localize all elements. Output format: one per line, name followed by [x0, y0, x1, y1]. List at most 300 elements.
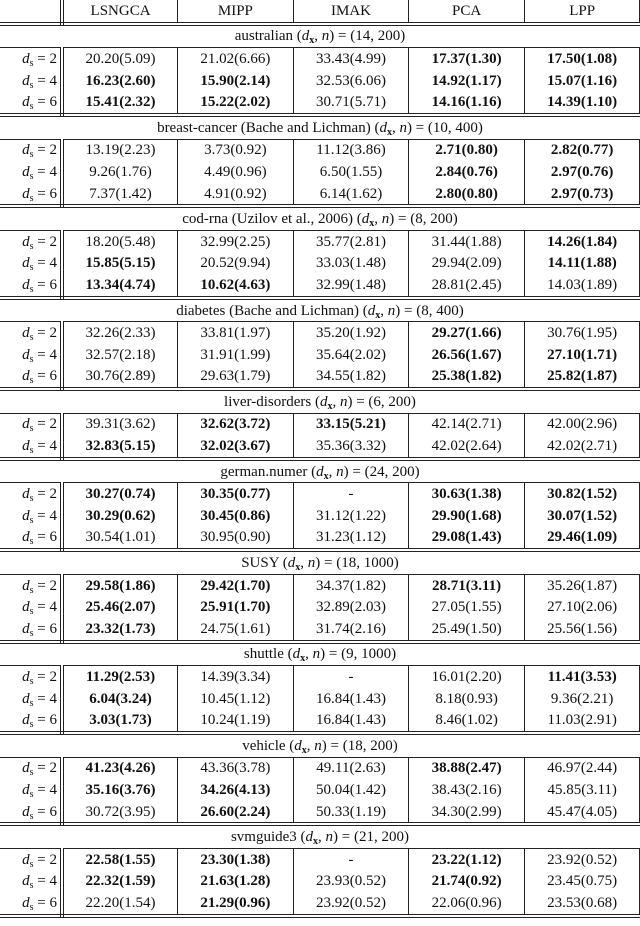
math-eq: ) = [343, 463, 365, 480]
table-row [0, 230, 640, 252]
value-cell-lpp: 23.92(0.52) [524, 848, 640, 870]
value-cell-lpp: 2.97(0.76) [524, 161, 640, 183]
dataset-params: (6, 200) [368, 393, 416, 410]
dataset-title-row [0, 115, 640, 139]
math-eq: ) = [347, 393, 369, 410]
value-cell-imak: 32.89(2.03) [293, 596, 409, 618]
value-cell-lsngca: 32.83(5.15) [62, 435, 178, 459]
value-cell-imak: 6.14(1.62) [293, 183, 409, 207]
value-cell-lsngca: 41.23(4.26) [62, 757, 178, 779]
value-cell-mipp: 10.24(1.19) [178, 709, 294, 733]
row-label [0, 483, 62, 505]
math-eq: ) = [333, 829, 354, 846]
row-ds-value: = 2 [33, 416, 57, 433]
math-eq: ) = [320, 646, 342, 663]
row-label [0, 848, 62, 870]
math-eq: ) = [395, 302, 417, 319]
value-cell-pca: 16.01(2.20) [409, 666, 525, 688]
math-d: d [22, 325, 30, 342]
value-cell-lpp: 25.56(1.56) [524, 618, 640, 642]
row-ds-value: = 4 [33, 781, 57, 798]
row-ds-value: = 2 [33, 50, 57, 67]
column-header-lsngca: LSNGCA [62, 0, 178, 24]
math-subscript-s: s [29, 676, 34, 688]
table-row [0, 871, 640, 893]
value-cell-imak: 50.33(1.19) [293, 801, 409, 825]
value-cell-mipp: 30.95(0.90) [178, 527, 294, 551]
dataset-name: svmguide3 ( [230, 829, 306, 846]
value-cell-lsngca: 30.54(1.01) [62, 527, 178, 551]
row-label [0, 48, 62, 70]
value-cell-lsngca: 30.29(0.62) [62, 505, 178, 527]
value-cell-imak: 34.55(1.82) [293, 366, 409, 390]
math-d: d [22, 72, 30, 89]
dataset-params: (9, 1000) [341, 646, 397, 663]
corner-cell [0, 0, 62, 24]
value-cell-imak: 35.64(2.02) [293, 344, 409, 366]
math-subscript-s: s [29, 810, 34, 822]
value-cell-lsngca: 32.26(2.33) [62, 322, 178, 344]
value-cell-imak: - [293, 483, 409, 505]
math-comma: , [314, 28, 322, 45]
value-cell-imak: - [293, 848, 409, 870]
value-cell-mipp: 32.99(2.25) [178, 230, 294, 252]
math-comma: , [332, 393, 340, 410]
table-body [0, 24, 640, 916]
math-subscript-x: x [295, 562, 301, 574]
dataset-title [0, 733, 640, 757]
math-d: d [22, 486, 30, 503]
table-row [0, 139, 640, 161]
table-row [0, 344, 640, 366]
row-ds-value: = 4 [33, 438, 57, 455]
row-label [0, 709, 62, 733]
math-d: d [22, 142, 30, 159]
value-cell-lpp: 45.47(4.05) [524, 801, 640, 825]
math-n: n [381, 211, 390, 228]
math-d: d [22, 851, 30, 868]
math-n: n [307, 555, 316, 572]
row-ds-value: = 2 [33, 233, 57, 250]
value-cell-imak: 50.04(1.42) [293, 779, 409, 801]
math-d: d [22, 620, 30, 637]
math-d: d [22, 760, 30, 777]
row-label [0, 161, 62, 183]
math-subscript-s: s [29, 719, 34, 731]
math-subscript-s: s [29, 262, 34, 274]
dataset-title [0, 24, 640, 48]
value-cell-imak: 32.99(1.48) [293, 274, 409, 298]
value-cell-imak: 35.77(2.81) [293, 230, 409, 252]
table-row [0, 91, 640, 115]
dataset-title [0, 550, 640, 574]
value-cell-mipp: 21.29(0.96) [178, 892, 294, 916]
math-eq: ) = [406, 119, 428, 136]
value-cell-lsngca: 13.19(2.23) [62, 139, 178, 161]
value-cell-imak: 23.93(0.52) [293, 871, 409, 893]
value-cell-pca: 42.02(2.64) [409, 435, 525, 459]
dataset-title-row [0, 389, 640, 413]
value-cell-lsngca: 30.76(2.89) [62, 366, 178, 390]
math-subscript-s: s [29, 584, 34, 596]
row-label [0, 527, 62, 551]
row-ds-value: = 4 [33, 507, 57, 524]
math-n: n [321, 28, 330, 45]
value-cell-imak: 33.15(5.21) [293, 413, 409, 435]
math-comma: , [391, 119, 400, 136]
math-subscript-s: s [29, 375, 34, 387]
value-cell-pca: 25.38(1.82) [409, 366, 525, 390]
value-cell-imak: 49.11(2.63) [293, 757, 409, 779]
math-eq: ) = [329, 28, 351, 45]
value-cell-lpp: 46.97(2.44) [524, 757, 640, 779]
math-n: n [312, 646, 321, 663]
math-eq: ) = [321, 737, 343, 754]
dataset-title-row [0, 24, 640, 48]
row-label [0, 139, 62, 161]
dataset-params: (14, 200) [350, 28, 406, 45]
table-row [0, 322, 640, 344]
value-cell-lpp: 29.46(1.09) [524, 527, 640, 551]
row-label [0, 801, 62, 825]
math-d: d [22, 781, 30, 798]
value-cell-lsngca: 23.32(1.73) [62, 618, 178, 642]
value-cell-pca: 27.05(1.55) [409, 596, 525, 618]
dataset-name: SUSY ( [241, 555, 288, 572]
math-comma: , [300, 555, 308, 572]
value-cell-mipp: 4.49(0.96) [178, 161, 294, 183]
column-header-mipp: MIPP [178, 0, 294, 24]
value-cell-lpp: 17.50(1.08) [524, 48, 640, 70]
dataset-title [0, 459, 640, 483]
math-subscript-s: s [29, 79, 34, 91]
dataset-name: cod-rna (Uzilov et al., 2006) ( [182, 211, 362, 228]
value-cell-lpp: 9.36(2.21) [524, 688, 640, 710]
dataset-title-row [0, 642, 640, 666]
math-subscript-s: s [29, 149, 34, 161]
value-cell-mipp: 10.62(4.63) [178, 274, 294, 298]
row-ds-value: = 4 [33, 255, 57, 272]
row-ds-value: = 6 [33, 894, 57, 911]
value-cell-mipp: 32.62(3.72) [178, 413, 294, 435]
row-label [0, 574, 62, 596]
math-d: d [22, 803, 30, 820]
value-cell-mipp: 24.75(1.61) [178, 618, 294, 642]
column-header-lpp: LPP [524, 0, 640, 24]
value-cell-lpp: 2.82(0.77) [524, 139, 640, 161]
value-cell-pca: 29.27(1.66) [409, 322, 525, 344]
row-ds-value: = 4 [33, 163, 57, 180]
dataset-title [0, 115, 640, 139]
value-cell-mipp: 21.63(1.28) [178, 871, 294, 893]
table-row [0, 161, 640, 183]
dataset-params: (18, 200) [342, 737, 398, 754]
row-label [0, 230, 62, 252]
math-subscript-s: s [29, 880, 34, 892]
row-ds-value: = 6 [33, 803, 57, 820]
table-row [0, 779, 640, 801]
math-d: d [22, 669, 30, 686]
math-subscript-s: s [29, 283, 34, 295]
math-d: d [22, 416, 30, 433]
math-subscript-x: x [313, 836, 319, 848]
math-d: d [22, 577, 30, 594]
value-cell-pca: 2.71(0.80) [409, 139, 525, 161]
table-row [0, 801, 640, 825]
value-cell-pca: 23.22(1.12) [409, 848, 525, 870]
dataset-title-row [0, 824, 640, 848]
dataset-title [0, 298, 640, 322]
math-subscript-s: s [29, 57, 34, 69]
math-d: d [294, 737, 302, 754]
dataset-params: (21, 200) [354, 829, 409, 846]
math-subscript-s: s [29, 332, 34, 344]
table-row [0, 435, 640, 459]
value-cell-imak: 33.03(1.48) [293, 253, 409, 275]
table-row [0, 892, 640, 916]
dataset-name: vehicle ( [242, 737, 295, 754]
value-cell-lpp: 42.00(2.96) [524, 413, 640, 435]
row-label [0, 596, 62, 618]
table-row [0, 70, 640, 92]
math-subscript-s: s [29, 788, 34, 800]
math-d: d [287, 555, 296, 572]
dataset-params: (8, 200) [410, 211, 458, 228]
row-ds-value: = 2 [33, 486, 57, 503]
table-row [0, 848, 640, 870]
row-ds-value: = 6 [33, 529, 57, 546]
math-d: d [22, 529, 30, 546]
math-n: n [336, 463, 344, 480]
row-ds-value: = 2 [33, 325, 57, 342]
value-cell-pca: 14.16(1.16) [409, 91, 525, 115]
value-cell-mipp: 10.45(1.12) [178, 688, 294, 710]
dataset-title [0, 206, 640, 230]
dataset-params: (10, 400) [427, 119, 483, 136]
row-label [0, 183, 62, 207]
value-cell-lsngca: 9.26(1.76) [62, 161, 178, 183]
value-cell-pca: 8.18(0.93) [409, 688, 525, 710]
math-d: d [22, 894, 30, 911]
value-cell-lpp: 30.82(1.52) [524, 483, 640, 505]
value-cell-lsngca: 6.04(3.24) [62, 688, 178, 710]
dataset-params: (8, 400) [416, 302, 464, 319]
value-cell-lsngca: 30.72(3.95) [62, 801, 178, 825]
value-cell-pca: 29.90(1.68) [409, 505, 525, 527]
value-cell-lpp: 11.41(3.53) [524, 666, 640, 688]
math-d: d [22, 94, 30, 111]
value-cell-lsngca: 22.58(1.55) [62, 848, 178, 870]
math-subscript-s: s [29, 192, 34, 204]
row-ds-value: = 6 [33, 712, 57, 729]
row-label [0, 253, 62, 275]
value-cell-mipp: 30.35(0.77) [178, 483, 294, 505]
math-d: d [22, 255, 30, 272]
value-cell-lsngca: 29.58(1.86) [62, 574, 178, 596]
math-d: d [22, 599, 30, 616]
math-subscript-s: s [29, 514, 34, 526]
math-subscript-s: s [29, 101, 34, 113]
value-cell-imak: 35.20(1.92) [293, 322, 409, 344]
value-cell-lsngca: 15.85(5.15) [62, 253, 178, 275]
math-subscript-s: s [29, 536, 34, 548]
math-n: n [325, 829, 334, 846]
table-row [0, 48, 640, 70]
math-d: d [361, 211, 370, 228]
math-d: d [22, 276, 30, 293]
value-cell-lsngca: 35.16(3.76) [62, 779, 178, 801]
math-subscript-x: x [309, 35, 315, 47]
math-subscript-s: s [29, 767, 34, 779]
math-d: d [22, 712, 30, 729]
row-ds-value: = 6 [33, 368, 57, 385]
value-cell-lsngca: 39.31(3.62) [62, 413, 178, 435]
value-cell-lsngca: 18.20(5.48) [62, 230, 178, 252]
math-subscript-s: s [29, 423, 34, 435]
value-cell-pca: 2.84(0.76) [409, 161, 525, 183]
row-ds-value: = 4 [33, 72, 57, 89]
dataset-name: australian ( [234, 28, 302, 45]
value-cell-pca: 38.43(2.16) [409, 779, 525, 801]
value-cell-lpp: 27.10(1.71) [524, 344, 640, 366]
value-cell-mipp: 30.45(0.86) [178, 505, 294, 527]
row-label [0, 757, 62, 779]
value-cell-lpp: 2.97(0.73) [524, 183, 640, 207]
value-cell-imak: 16.84(1.43) [293, 709, 409, 733]
math-subscript-x: x [369, 218, 375, 230]
math-comma: , [374, 211, 382, 228]
row-label [0, 892, 62, 916]
row-ds-value: = 4 [33, 873, 57, 890]
math-d: d [301, 28, 310, 45]
value-cell-mipp: 33.81(1.97) [178, 322, 294, 344]
value-cell-lpp: 30.76(1.95) [524, 322, 640, 344]
value-cell-lpp: 23.45(0.75) [524, 871, 640, 893]
row-ds-value: = 2 [33, 577, 57, 594]
value-cell-pca: 29.08(1.43) [409, 527, 525, 551]
value-cell-mipp: 26.60(2.24) [178, 801, 294, 825]
row-ds-value: = 6 [33, 185, 57, 202]
value-cell-lpp: 45.85(3.11) [524, 779, 640, 801]
value-cell-lsngca: 32.57(2.18) [62, 344, 178, 366]
value-cell-mipp: 14.39(3.34) [178, 666, 294, 688]
column-header-imak: IMAK [293, 0, 409, 24]
value-cell-pca: 21.74(0.92) [409, 871, 525, 893]
value-cell-lsngca: 7.37(1.42) [62, 183, 178, 207]
value-cell-pca: 38.88(2.47) [409, 757, 525, 779]
row-label [0, 666, 62, 688]
value-cell-mipp: 43.36(3.78) [178, 757, 294, 779]
math-d: d [367, 302, 376, 319]
value-cell-lpp: 14.03(1.89) [524, 274, 640, 298]
math-d: d [292, 646, 301, 663]
value-cell-lpp: 35.26(1.87) [524, 574, 640, 596]
row-label [0, 779, 62, 801]
math-subscript-x: x [386, 126, 392, 138]
dataset-params: (18, 1000) [336, 555, 399, 572]
table-row [0, 709, 640, 733]
dataset-title-row [0, 550, 640, 574]
math-subscript-x: x [300, 653, 306, 665]
value-cell-lsngca: 3.03(1.73) [62, 709, 178, 733]
dataset-title [0, 389, 640, 413]
value-cell-pca: 22.06(0.96) [409, 892, 525, 916]
row-ds-value: = 6 [33, 276, 57, 293]
math-subscript-x: x [327, 400, 333, 412]
dataset-title-row [0, 733, 640, 757]
math-d: d [22, 163, 30, 180]
math-subscript-s: s [29, 353, 34, 365]
row-label [0, 344, 62, 366]
value-cell-lpp: 42.02(2.71) [524, 435, 640, 459]
table-row [0, 483, 640, 505]
row-label [0, 871, 62, 893]
dataset-title-row [0, 459, 640, 483]
value-cell-lpp: 25.82(1.87) [524, 366, 640, 390]
value-cell-lsngca: 30.27(0.74) [62, 483, 178, 505]
value-cell-imak: - [293, 666, 409, 688]
value-cell-imak: 6.50(1.55) [293, 161, 409, 183]
value-cell-lsngca: 20.20(5.09) [62, 48, 178, 70]
value-cell-mipp: 3.73(0.92) [178, 139, 294, 161]
math-d: d [22, 438, 30, 455]
row-label [0, 70, 62, 92]
row-label [0, 435, 62, 459]
table-row [0, 688, 640, 710]
value-cell-mipp: 21.02(6.66) [178, 48, 294, 70]
value-cell-imak: 34.37(1.82) [293, 574, 409, 596]
row-label [0, 366, 62, 390]
dataset-name: breast-cancer (Bache and Lichman) ( [157, 119, 380, 136]
value-cell-lpp: 14.39(1.10) [524, 91, 640, 115]
math-subscript-s: s [29, 606, 34, 618]
row-ds-value: = 4 [33, 690, 57, 707]
math-eq: ) = [389, 211, 411, 228]
value-cell-pca: 42.14(2.71) [409, 413, 525, 435]
value-cell-mipp: 15.90(2.14) [178, 70, 294, 92]
dataset-name: german.numer ( [220, 463, 317, 480]
dataset-params: (24, 200) [364, 463, 420, 480]
value-cell-lsngca: 13.34(4.74) [62, 274, 178, 298]
dataset-name: liver-disorders ( [224, 393, 320, 410]
dataset-title-row [0, 298, 640, 322]
row-ds-value: = 2 [33, 760, 57, 777]
row-label [0, 688, 62, 710]
value-cell-lpp: 11.03(2.91) [524, 709, 640, 733]
value-cell-imak: 31.74(2.16) [293, 618, 409, 642]
table-row [0, 666, 640, 688]
dataset-title [0, 824, 640, 848]
math-subscript-s: s [29, 858, 34, 870]
value-cell-pca: 30.63(1.38) [409, 483, 525, 505]
value-cell-mipp: 34.26(4.13) [178, 779, 294, 801]
value-cell-lsngca: 22.20(1.54) [62, 892, 178, 916]
math-n: n [339, 393, 348, 410]
math-comma: , [318, 829, 326, 846]
value-cell-pca: 31.44(1.88) [409, 230, 525, 252]
row-ds-value: = 4 [33, 599, 57, 616]
math-comma: , [328, 463, 337, 480]
value-cell-mipp: 25.91(1.70) [178, 596, 294, 618]
table-row [0, 274, 640, 298]
value-cell-lpp: 15.07(1.16) [524, 70, 640, 92]
math-d: d [22, 507, 30, 524]
math-subscript-s: s [29, 697, 34, 709]
value-cell-lpp: 14.26(1.84) [524, 230, 640, 252]
math-d: d [305, 829, 314, 846]
table-row [0, 596, 640, 618]
math-eq: ) = [315, 555, 337, 572]
